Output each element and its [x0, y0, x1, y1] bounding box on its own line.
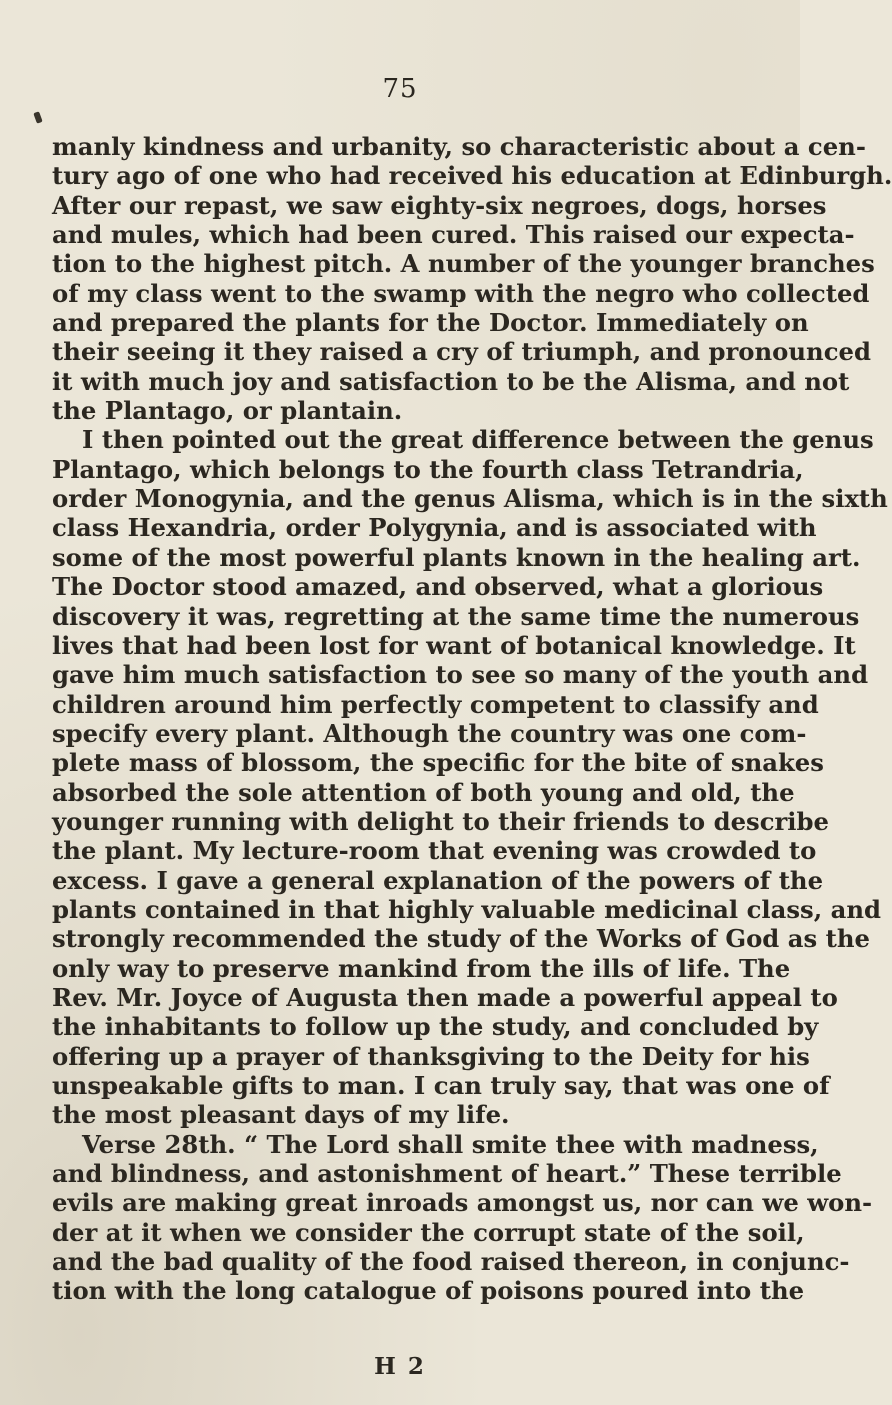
signature-mark: H 2	[374, 1353, 426, 1380]
text-line: Rev. Mr. Joyce of Augusta then made a powerful appeal to	[52, 982, 838, 1012]
text-line: plete mass of blossom, the specific for the bite of snakes	[52, 748, 824, 778]
text-line: and prepared the plants for the Doctor. Immediately on	[52, 308, 809, 338]
text-line: their seeing it they raised a cry of triumph, and pronounced	[52, 337, 871, 367]
text-line: discovery it was, regretting at the same time the numerous	[52, 601, 860, 631]
text-line: the plant. My lecture-room that evening was crowded to	[52, 836, 817, 866]
text-line: children around him perfectly competent to classify and	[52, 689, 819, 719]
text-line: absorbed the sole attention of both young and old, the	[52, 777, 795, 807]
text-line: excess. I gave a general explanation of the powers of the	[52, 865, 824, 895]
ink-speck	[33, 111, 42, 123]
text-line: manly kindness and urbanity, so characteristic about a cen-	[52, 132, 866, 161]
text-line: unspeakable gifts to man. I can truly say, that was one of	[52, 1071, 830, 1100]
text-line: offering up a prayer of thanksgiving to the Deity for his	[52, 1041, 810, 1071]
text-line: After our repast, we saw eighty-six negroes, dogs, horses	[52, 190, 827, 220]
text-line: the most pleasant days of my life.	[52, 1100, 510, 1130]
text-line: The Doctor stood amazed, and observed, what a glorious	[52, 572, 824, 602]
text-line: the inhabitants to follow up the study, and concluded by	[52, 1012, 819, 1042]
text-line: der at it when we consider the corrupt state of the soil,	[52, 1217, 805, 1247]
text-line: plants contained in that highly valuable medicinal class, and	[52, 894, 882, 924]
page-number: 75	[382, 74, 418, 104]
text-line: tury ago of one who had received his education at Edinburgh.	[52, 161, 892, 191]
text-line: Plantago, which belongs to the fourth class Tetrandria,	[52, 454, 804, 484]
text-line: the Plantago, or plantain.	[52, 396, 403, 426]
text-line: specify every plant. Although the country was one com-	[52, 718, 807, 748]
text-line: and the bad quality of the food raised thereon, in conjunc-	[52, 1247, 850, 1277]
body-text	[52, 132, 892, 1306]
text-line: Verse 28th. “ The Lord shall smite thee with madness,	[82, 1129, 819, 1159]
text-line: lives that had been lost for want of botanical knowledge. It	[52, 630, 856, 660]
text-line: younger running with delight to their friends to describe	[52, 806, 829, 836]
text-line: order Monogynia, and the genus Alisma, which is in the sixth	[52, 484, 888, 514]
text-line: of my class went to the swamp with the negro who collected	[52, 278, 870, 308]
text-line: and mules, which had been cured. This raised our expecta-	[52, 220, 855, 250]
text-line: tion to the highest pitch. A number of the younger branches	[52, 249, 875, 279]
text-line: I then pointed out the great difference between the genus	[82, 425, 874, 455]
text-line: and blindness, and astonishment of heart.” These terrible	[52, 1159, 842, 1189]
text-line: some of the most powerful plants known in the healing art.	[52, 542, 861, 572]
text-line: it with much joy and satisfaction to be the Alisma, and not	[52, 366, 850, 396]
text-line: gave him much satisfaction to see so many of the youth and	[52, 660, 869, 690]
text-line: tion with the long catalogue of poisons poured into the	[52, 1276, 805, 1306]
text-line: evils are making great inroads amongst us, nor can we won-	[52, 1188, 873, 1218]
text-line: only way to preserve mankind from the ills of life. The	[52, 953, 791, 983]
text-line: class Hexandria, order Polygynia, and is associated with	[52, 513, 817, 543]
text-line: strongly recommended the study of the Works of God as the	[52, 924, 870, 954]
